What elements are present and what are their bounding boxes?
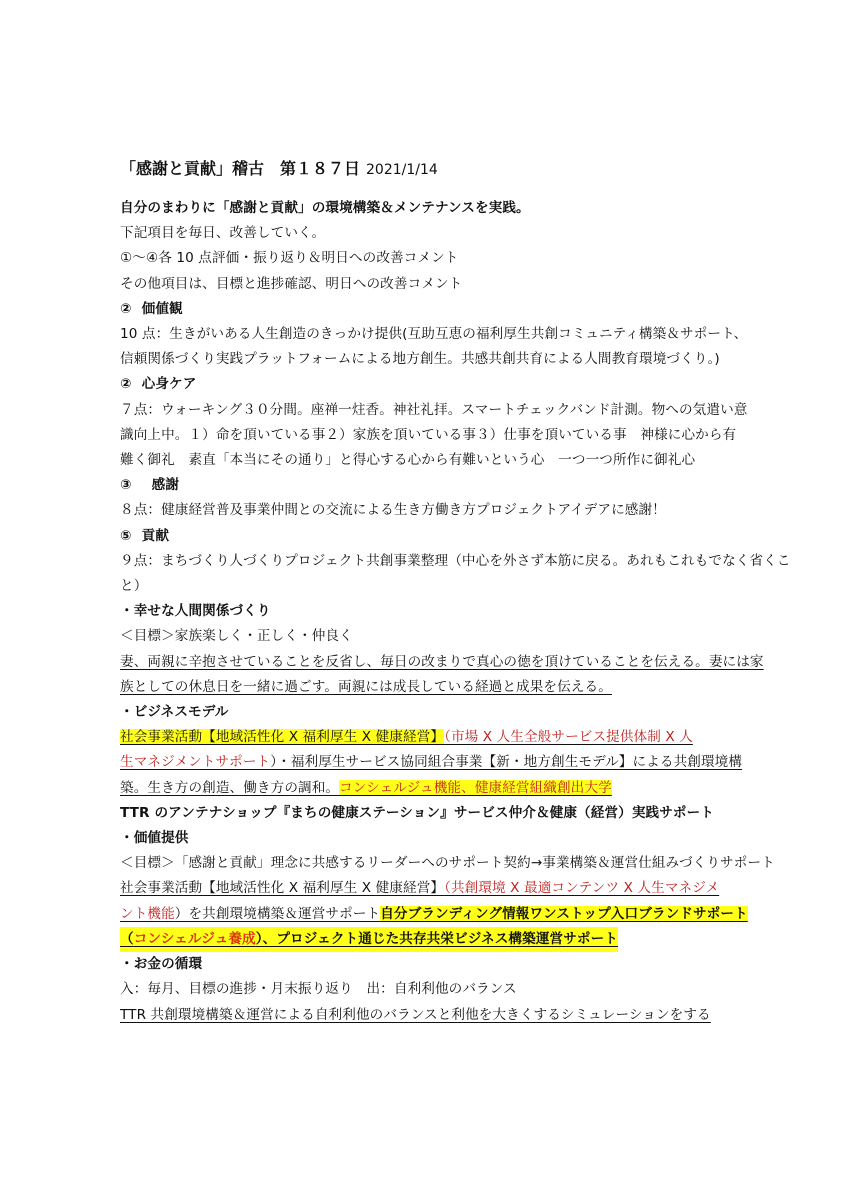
contribution-line-1: ９点：まちづくり人づくりプロジェクト共創事業整理（中心を外さず本筋に戻る。あれもこれもでなく省くこ: [120, 552, 791, 569]
value-offer-goal: ＜目標＞「感謝と貢献」理念に共感するリーダーへのサポート契約→事業構築＆運営仕組みづくりサポート: [120, 855, 775, 872]
value-offer-red-2: ント機能: [120, 905, 175, 922]
business-red-2: 生マネジメントサポート: [120, 754, 271, 771]
business-line-1: [120, 725, 740, 750]
section-heading-relationships: ・幸せな人間関係づくり: [120, 603, 271, 620]
business-red-1: （市場 X 人生全般サービス提供体制 X 人: [444, 729, 693, 746]
value-offer-line-2: ント機能）を共創環境構築＆運営サポート自分ブランディング情報ワンストップ入口ブランドサポート: [120, 905, 748, 922]
document-body: [120, 155, 791, 1028]
intro-line-3: その他項目は、目標と進捗確認、明日への改善コメント: [120, 275, 463, 292]
page-title: [120, 155, 740, 184]
section-heading-care: ② 心身ケア: [120, 376, 197, 393]
values-line-1: 10 点：生きがいある人生創造のきっかけ提供(互助互恵の福利厚生共創コミュニティ構築＆サポート、: [120, 326, 748, 343]
relationships-line-2: 族としての休息日を一緒に過ごす。両親には成長している経過と成果を伝える。: [120, 678, 612, 695]
value-offer-line-1: 社会事業活動【地域活性化 X 福利厚生 X 健康経営】（共創環境 X 最適コンテンツ X 人生マネジメ: [120, 880, 720, 897]
section-heading-business-model: ・ビジネスモデル: [120, 704, 229, 721]
relationships-goal: ＜目標＞家族楽しく・正しく・仲良く: [120, 628, 353, 645]
section-heading-money-flow: ・お金の循環: [120, 956, 203, 973]
business-line-2: 生マネジメントサポート）・福利厚生サービス協同組合事業【新・地方創生モデル】による共創環境構: [120, 754, 743, 771]
intro-line-2: ①～④各 10 点評価・振り返り＆明日への改善コメント: [120, 250, 459, 267]
value-offer-orange: コンシェルジュ養成: [133, 930, 256, 947]
money-flow-line-2: TTR 共創環境構築＆運営による自利利他のバランスと利他を大きくするシミュレーションをする: [120, 1006, 711, 1023]
value-offer-red-1: （共創環境 X 最適コンテンツ X 人生マネジメ: [444, 880, 720, 897]
value-offer-line-3: （コンシェルジュ養成）、プロジェクト通じた共存共栄ビジネス構築運営サポート: [120, 927, 618, 952]
title-text: 「感謝と貢献」稽古 第１８７日: [120, 159, 361, 178]
gratitude-line-1: ８点：健康経営普及事業仲間との交流による生き方働き方プロジェクトアイデアに感謝！: [120, 502, 666, 519]
value-offer-highlight-1: 自分ブランディング情報ワンストップ入口ブランドサポート: [380, 905, 748, 922]
values-line-2: 信頼関係づくり実践プラットフォームによる地方創生。共感共創共育による人間教育環境づくり。): [120, 351, 720, 368]
business-line-3: 築。生き方の創造、働き方の調和。コンシェルジュ機能、健康経営組織創出大学: [120, 779, 612, 796]
relationships-line-1: 妻、両親に辛抱させていることを反省し、毎日の改まりで真心の徳を頂けていることを伝える。妻には家: [120, 653, 764, 670]
intro-headline: 自分のまわりに「感謝と貢献」の環境構築＆メンテナンスを実践。: [120, 200, 530, 216]
business-line-4: TTR のアンテナショップ『まちの健康ステーション』サービス仲介＆健康（経営）実践サポート: [120, 804, 714, 821]
title-date: 2021/1/14: [366, 162, 438, 178]
intro-line-1: 下記項目を毎日、改善していく。: [120, 225, 326, 242]
section-heading-contribution: ⑤ 貢献: [120, 527, 170, 544]
business-highlight-2: コンシェルジュ機能、健康経営組織創出大学: [339, 779, 612, 796]
money-flow-line-1: 入：毎月、目標の進捗・月末振り返り 出：自利利他のバランス: [120, 981, 517, 998]
section-heading-value-offer: ・価値提供: [120, 830, 189, 847]
care-line-1: ７点：ウォーキング３０分間。座禅一炷香。神社礼拝。スマートチェックバンド計測。物への気遣い意: [120, 401, 748, 418]
care-line-2: 識向上中。１）命を頂いている事２）家族を頂いている事３）仕事を頂いている事 神様に心から有: [120, 426, 737, 443]
section-heading-gratitude: ③ 感謝: [120, 477, 180, 494]
section-heading-values: ② 価値観: [120, 300, 183, 317]
care-line-3: 難く御礼 素直「本当にその通り」と得心する心から有難いという心 一つ一つ所作に御礼心: [120, 452, 696, 469]
contribution-line-2: と）: [120, 578, 148, 595]
business-highlight-1: 社会事業活動【地域活性化 X 福利厚生 X 健康経営】: [120, 729, 445, 746]
